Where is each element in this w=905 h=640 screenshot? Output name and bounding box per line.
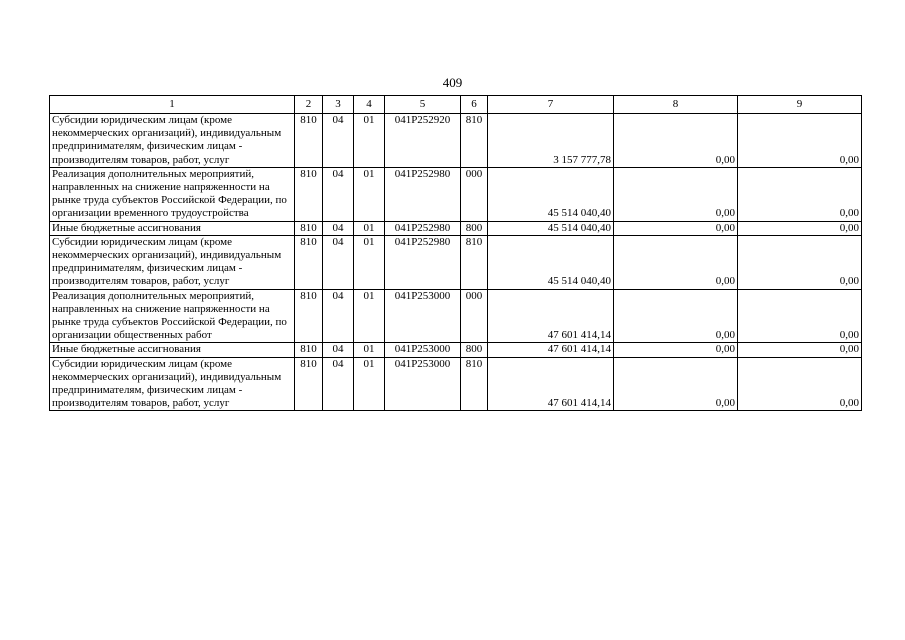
amount-col-9: 0,00 [738,357,862,411]
ministry-code: 810 [295,221,323,235]
amount-col-9: 0,00 [738,289,862,343]
ministry-code: 810 [295,235,323,289]
section-code: 04 [323,235,354,289]
header-row [50,96,862,114]
page-number: 409 [442,75,463,90]
section-code: 04 [323,357,354,411]
expense-type-code: 000 [461,289,488,343]
section-code: 04 [323,289,354,343]
amount-col-7: 47 601 414,14 [488,289,614,343]
subsection-code: 01 [354,343,385,357]
header-cell-1: 1 [50,96,295,114]
amount-col-7: 47 601 414,14 [488,357,614,411]
header-cell-8: 8 [614,96,738,114]
table-row [50,114,862,168]
table-row [50,235,862,289]
ministry-code: 810 [295,343,323,357]
budget-table [49,95,862,411]
subsection-code: 01 [354,114,385,168]
target-article-code: 041P252980 [385,167,461,221]
item-name: Субсидии юридическим лицам (кроме некоммерческих организаций), индивидуальным предпринимателям, физическим лицам - производителям товаров, работ, услуг [50,357,295,411]
amount-col-8: 0,00 [614,114,738,168]
target-article-code: 041P252920 [385,114,461,168]
header-cell-2: 2 [295,96,323,114]
item-name: Субсидии юридическим лицам (кроме некоммерческих организаций), индивидуальным предпринимателям, физическим лицам - производителям товаров, работ, услуг [50,235,295,289]
amount-col-8: 0,00 [614,289,738,343]
header-cell-3: 3 [323,96,354,114]
amount-col-7: 3 157 777,78 [488,114,614,168]
amount-col-7: 45 514 040,40 [488,167,614,221]
expense-type-code: 810 [461,114,488,168]
amount-col-9: 0,00 [738,114,862,168]
table-row [50,343,862,357]
expense-type-code: 800 [461,343,488,357]
target-article-code: 041P252980 [385,221,461,235]
expense-type-code: 000 [461,167,488,221]
item-name: Иные бюджетные ассигнования [50,343,295,357]
amount-col-8: 0,00 [614,343,738,357]
amount-col-7: 45 514 040,40 [488,235,614,289]
ministry-code: 810 [295,167,323,221]
subsection-code: 01 [354,357,385,411]
ministry-code: 810 [295,289,323,343]
subsection-code: 01 [354,221,385,235]
header-cell-4: 4 [354,96,385,114]
table-row [50,357,862,411]
item-name: Субсидии юридическим лицам (кроме некоммерческих организаций), индивидуальным предпринимателям, физическим лицам - производителям товаров, работ, услуг [50,114,295,168]
amount-col-8: 0,00 [614,357,738,411]
header-cell-5: 5 [385,96,461,114]
amount-col-9: 0,00 [738,235,862,289]
section-code: 04 [323,343,354,357]
expense-type-code: 810 [461,235,488,289]
section-code: 04 [323,114,354,168]
expense-type-code: 800 [461,221,488,235]
amount-col-8: 0,00 [614,167,738,221]
amount-col-8: 0,00 [614,221,738,235]
subsection-code: 01 [354,235,385,289]
target-article-code: 041P253000 [385,357,461,411]
amount-col-8: 0,00 [614,235,738,289]
expense-type-code: 810 [461,357,488,411]
target-article-code: 041P253000 [385,343,461,357]
item-name: Реализация дополнительных мероприятий, направленных на снижение напряженности на рынке труда субъектов Российской Федерации, по организации общественных работ [50,289,295,343]
target-article-code: 041P252980 [385,235,461,289]
item-name: Реализация дополнительных мероприятий, направленных на снижение напряженности на рынке труда субъектов Российской Федерации, по организации временного трудоустройства [50,167,295,221]
amount-col-7: 45 514 040,40 [488,221,614,235]
item-name: Иные бюджетные ассигнования [50,221,295,235]
amount-col-9: 0,00 [738,221,862,235]
amount-col-9: 0,00 [738,343,862,357]
subsection-code: 01 [354,167,385,221]
table-row [50,221,862,235]
section-code: 04 [323,167,354,221]
ministry-code: 810 [295,357,323,411]
table-row [50,289,862,343]
section-code: 04 [323,221,354,235]
header-cell-9: 9 [738,96,862,114]
header-cell-7: 7 [488,96,614,114]
header-cell-6: 6 [461,96,488,114]
subsection-code: 01 [354,289,385,343]
ministry-code: 810 [295,114,323,168]
table-row [50,167,862,221]
target-article-code: 041P253000 [385,289,461,343]
amount-col-9: 0,00 [738,167,862,221]
amount-col-7: 47 601 414,14 [488,343,614,357]
